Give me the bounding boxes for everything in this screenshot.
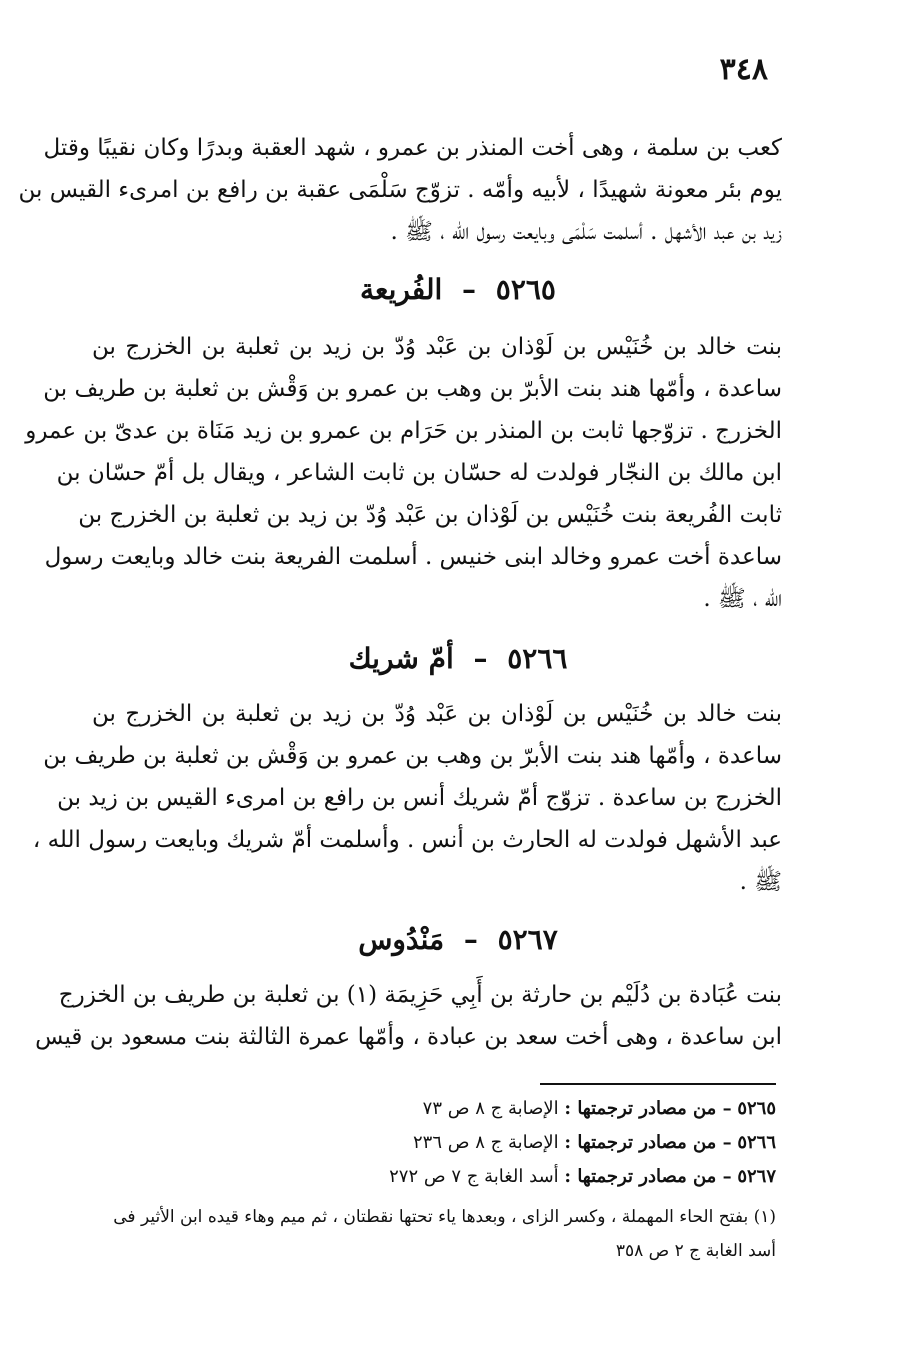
footnote-number: ٥٢٦٧ — [737, 1166, 776, 1187]
footnote-number: ٥٢٦٥ — [737, 1098, 776, 1119]
page-number: ٣٤٨ — [719, 52, 768, 87]
heading-dash: – — [463, 923, 478, 956]
footnotes — [76, 1092, 776, 1194]
footnote-label: – من مصادر ترجمتها : — [564, 1098, 732, 1119]
footnote-reference: أسد الغابة ج ٧ ص ٢٧٢ — [389, 1166, 559, 1187]
entry-number: ٥٢٦٦ — [507, 642, 568, 675]
text-line: ساعدة ، وأمّها هند بنت الأبرّ بن وهب بن عمرو بن وَقْش بن ثعلبة بن طريف بن — [43, 743, 782, 769]
text-line: ساعدة ، وأمّها هند بنت الأبرّ بن وهب بن عمرو بن وَقْش بن ثعلبة بن طريف بن — [43, 376, 782, 402]
entry-title: أمّ شريك — [348, 642, 454, 675]
footnote-source — [76, 1126, 776, 1160]
intro-paragraph — [18, 127, 782, 253]
entry-title: الفُريعة — [360, 273, 443, 306]
text-line: يوم بئر معونة شهيدًا ، لأبيه وأمّه . تزوّج سَلْمَى عقبة بن رافع بن امرىء القيس بن — [18, 177, 782, 203]
text-line: ابن مالك بن النجّار فولدت له حسّان بن ثابت الشاعر ، ويقال بل أمّ حسّان بن — [56, 460, 782, 486]
footnote-note — [76, 1200, 776, 1268]
text-line: ساعدة أخت عمرو وخالد ابنى خنيس . أسلمت الفريعة بنت خالد وبايعت رسول — [44, 544, 782, 570]
entry-paragraph — [25, 326, 782, 620]
entry-number: ٥٢٦٥ — [495, 273, 556, 306]
note-line: أسد الغابة ج ٢ ص ٣٥٨ — [615, 1241, 776, 1261]
text-line: الخزرج بن ساعدة . تزوّج أمّ شريك أنس بن رافع بن امرىء القيس بن زيد بن — [57, 785, 782, 811]
text-line: بنت عُبَادة بن دُلَيْم بن حارثة بن أَبِي حَزِيمَة (١) بن ثعلبة بن طريف بن الخزرج — [58, 982, 782, 1008]
footnote-number: ٥٢٦٦ — [737, 1132, 776, 1153]
text-line: بنت خالد بن خُنَيْس بن لَوْذان بن عَبْد وُدّ بن زيد بن ثعلبة بن الخزرج بن — [92, 701, 782, 727]
text-line: عبد الأشهل فولدت له الحارث بن أنس . وأسلمت أمّ شريك وبايعت رسول الله ، — [32, 827, 782, 853]
footnote-label: – من مصادر ترجمتها : — [564, 1166, 732, 1187]
heading-dash: – — [462, 273, 477, 306]
footnote-reference: الإصابة ج ٨ ص ٢٣٦ — [413, 1132, 559, 1153]
text-line: زيد بن عبد الأشهل . أسلمت سَلْمَى وبايعت رسول الله ، ﷺ . — [390, 219, 782, 245]
entry-paragraph — [32, 693, 782, 903]
entry-heading — [0, 268, 916, 312]
heading-dash: – — [473, 642, 488, 675]
entry-paragraph — [35, 974, 782, 1058]
footnote-label: – من مصادر ترجمتها : — [564, 1132, 732, 1153]
footnote-source — [76, 1160, 776, 1194]
text-line: الخزرج . تزوّجها ثابت بن المنذر بن حَرَام بن عمرو بن زيد مَنَاة بن عدىّ بن عمرو — [25, 418, 782, 444]
footnote-divider — [540, 1083, 776, 1085]
text-line: ابن ساعدة ، وهى أخت سعد بن عبادة ، وأمّها عمرة الثالثة بنت مسعود بن قيس — [35, 1024, 782, 1050]
text-line: ثابت الفُريعة بنت خُنَيْس بن لَوْذان بن عَبْد وُدّ بن زيد بن ثعلبة بن الخزرج بن — [78, 502, 782, 528]
text-line: بنت خالد بن خُنَيْس بن لَوْذان بن عَبْد وُدّ بن زيد بن ثعلبة بن الخزرج بن — [92, 334, 782, 360]
entry-title: مَنْدُوس — [358, 923, 445, 956]
text-line: ﷺ . — [739, 869, 782, 895]
text-line: كعب بن سلمة ، وهى أخت المنذر بن عمرو ، شهد العقبة وبدرًا وكان نقيبًا وقتل — [43, 135, 782, 161]
entry-heading — [0, 637, 916, 681]
entry-number: ٥٢٦٧ — [497, 923, 558, 956]
note-line: (١) بفتح الحاء المهملة ، وكسر الزاى ، وبعدها ياء تحتها نقطتان ، ثم ميم وهاء قيده ابن الأثير فى — [113, 1207, 776, 1227]
text-line: الله ، ﷺ . — [703, 586, 782, 612]
footnote-source — [76, 1092, 776, 1126]
entry-heading — [0, 918, 916, 962]
footnote-reference: الإصابة ج ٨ ص ٧٣ — [422, 1098, 559, 1119]
